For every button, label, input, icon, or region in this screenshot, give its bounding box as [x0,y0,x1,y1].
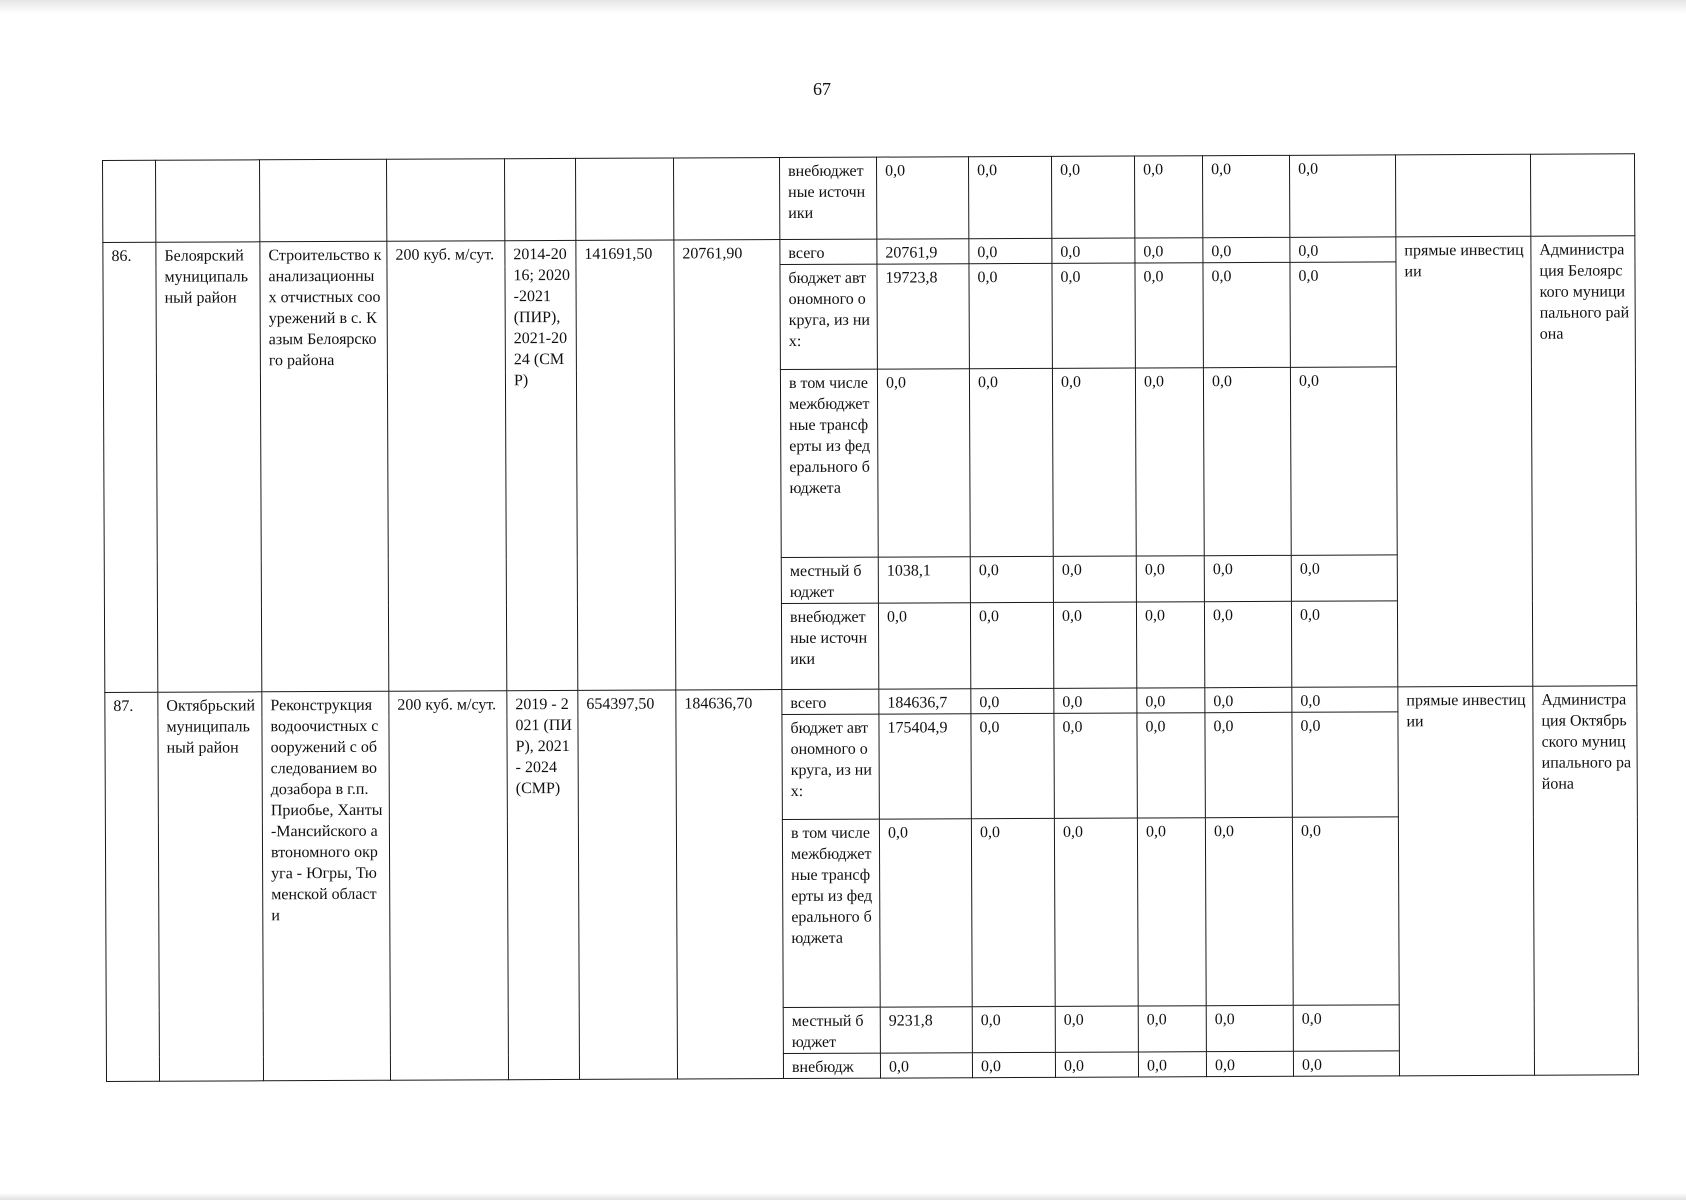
value-cell: 0,0 [970,556,1053,602]
value-cell: 0,0 [1205,817,1293,1005]
value-cell: 0,0 [1052,238,1135,263]
value-cell: 0,0 [971,818,1055,1006]
source-label: всего [780,239,877,264]
cell-municipality [156,160,260,242]
source-label: всего [782,689,879,714]
source-label: внебюдж [783,1053,880,1078]
value-cell: 0,0 [1289,155,1395,237]
value-cell: 0,0 [1137,713,1205,818]
cell-no [103,160,156,242]
remaining-cost-cell: 184636,70 [676,690,784,1079]
prev-tail-row [103,154,1635,243]
value-cell: 0,0 [970,602,1053,688]
value-cell: 0,0 [969,368,1053,556]
value-cell: 0,0 [1292,712,1398,817]
value-cell: 0,0 [1206,1051,1293,1076]
value-cell: 0,0 [1205,712,1292,817]
value-cell: 0,0 [1052,368,1136,556]
row-number: 87. [105,692,160,1081]
cell-investment-type [1395,154,1530,237]
value-cell: 0,0 [969,238,1052,263]
table-row [103,236,1635,268]
value-cell: 0,0 [1135,368,1204,556]
cell-period [504,158,575,240]
value-cell: 0,0 [1290,262,1396,367]
value-cell: 20761,9 [877,239,969,264]
value-cell: 0,0 [1292,687,1398,712]
investment-type-cell: прямые инвестиции [1396,236,1533,687]
value-cell: 0,0 [971,713,1054,818]
cell-remaining-cost [673,158,779,240]
municipality-cell: Белоярский муниципальный район [156,242,262,692]
investment-table [102,153,1639,1082]
value-cell: 184636,7 [879,689,971,714]
estimated-cost-cell: 141691,50 [576,240,676,690]
value-cell: 0,0 [1051,156,1134,238]
object-cell: Строительство канализационных отчистных сооурежений в с. Казым Белоярского района [260,241,389,692]
value-cell: 0,0 [1291,601,1397,687]
value-cell: 0,0 [1054,818,1138,1006]
value-cell: 1038,1 [878,557,970,603]
value-cell: 9231,8 [880,1007,972,1053]
value-cell: 0,0 [1203,367,1291,555]
scan-top-edge [0,0,1686,14]
customer-cell: Администрация Октябрьского муниципального района [1533,686,1639,1075]
value-cell: 0,0 [880,1053,972,1078]
value-cell: 0,0 [1136,602,1204,688]
value-cell: 0,0 [1053,602,1136,688]
value-cell: 0,0 [1290,237,1396,262]
value-cell: 0,0 [1138,1052,1206,1077]
value-cell: 0,0 [1203,237,1290,262]
value-cell: 0,0 [971,688,1054,713]
value-cell: 0,0 [1135,238,1203,263]
period-cell: 2014-2016; 2020-2021 (ПИР), 2021-2024 (СМР) [505,240,578,690]
value-cell: 0,0 [1137,688,1205,713]
value-cell: 0,0 [1293,1051,1399,1076]
value-cell: 0,0 [1290,367,1397,555]
value-cell: 0,0 [1292,817,1399,1005]
value-cell: 0,0 [879,819,972,1007]
source-label: бюджет автономного округа, из них: [780,264,877,369]
value-cell: 0,0 [877,369,970,557]
source-label: местный бюджет [783,1007,880,1053]
value-cell: 175404,9 [879,714,971,819]
value-cell: 0,0 [1204,601,1291,687]
value-cell: 0,0 [968,156,1051,238]
value-cell: 0,0 [1055,1052,1138,1077]
value-cell: 0,0 [1293,1005,1399,1051]
source-label: в том числе межбюджетные трансферты из федерального бюджета [782,819,880,1007]
source-label: внебюджетные источники [779,157,876,239]
estimated-cost-cell: 654397,50 [578,690,678,1079]
value-cell: 19723,8 [877,264,969,369]
value-cell: 0,0 [1138,1006,1206,1052]
row-number: 86. [103,242,158,692]
value-cell: 0,0 [972,1052,1055,1077]
value-cell: 0,0 [972,1006,1055,1052]
value-cell: 0,0 [1206,1005,1293,1051]
value-cell: 0,0 [1054,688,1137,713]
value-cell: 0,0 [1055,1006,1138,1052]
value-cell: 0,0 [1205,687,1292,712]
cell-object [260,159,387,242]
municipality-cell: Октябрьский муниципальный район [158,692,264,1081]
value-cell: 0,0 [1052,263,1135,368]
investment-type-cell: прямые инвестиции [1398,686,1535,1076]
value-cell: 0,0 [1136,556,1204,602]
scan-bottom-edge [0,1193,1686,1200]
table-row [105,686,1637,718]
source-label: бюджет автономного округа, из них: [782,714,879,819]
value-cell: 0,0 [1053,556,1136,602]
value-cell: 0,0 [876,157,968,239]
value-cell: 0,0 [969,263,1052,368]
cell-estimated-cost [575,158,673,240]
cell-customer [1530,154,1634,236]
page-number: 67 [813,79,831,99]
value-cell: 0,0 [878,603,970,689]
value-cell: 0,0 [1202,155,1289,237]
customer-cell: Администрация Белоярского муниципального района [1531,236,1637,686]
cell-capacity [386,159,504,242]
value-cell: 0,0 [1137,818,1206,1006]
source-label: местный бюджет [781,557,878,603]
remaining-cost-cell: 20761,90 [674,240,782,690]
value-cell: 0,0 [1203,262,1290,367]
capacity-cell: 200 куб. м/сут. [389,691,509,1081]
value-cell: 0,0 [1291,555,1397,601]
object-cell: Реконструкция водоочистных сооружений с обследованием водозабора в г.п. Приобье, Ханты-Мансийского автономного округа - Югры, Тюменской области [262,691,391,1081]
source-label: внебюджетные источники [781,603,878,689]
capacity-cell: 200 куб. м/сут. [387,241,507,692]
value-cell: 0,0 [1135,263,1203,368]
period-cell: 2019 - 2021 (ПИР), 2021 - 2024 (СМР) [507,690,580,1079]
value-cell: 0,0 [1054,713,1137,818]
value-cell: 0,0 [1204,555,1291,601]
value-cell: 0,0 [1134,156,1202,238]
source-label: в том числе межбюджетные трансферты из федерального бюджета [780,369,878,557]
